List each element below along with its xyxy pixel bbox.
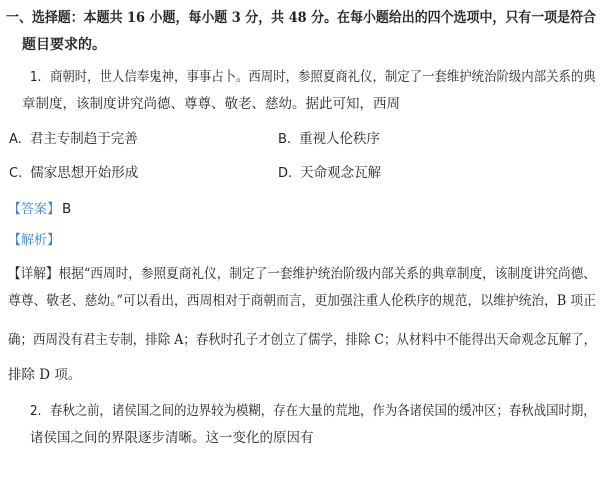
question-1-number: 1. bbox=[30, 70, 42, 85]
question-2-stem-line1 bbox=[30, 402, 596, 421]
option-d bbox=[278, 164, 381, 183]
answer-tag: 【答案】 bbox=[8, 202, 61, 217]
detail-line4: 排除 D 项。 bbox=[8, 367, 82, 383]
option-d-text: 天命观念瓦解 bbox=[300, 165, 382, 181]
option-a-text: 君主专制趋于完善 bbox=[29, 131, 138, 147]
detail-line1: 【详解】根据“西周时，参照夏商礼仪，制定了一套维护统治阶级内部关系的典章制度，该制度讲究尚德、 bbox=[8, 266, 596, 282]
detail-line2: 尊尊、敬老、慈幼。”可以看出，西周相对于商朝而言，更加强注重人伦秩序的规范，以维护统治，B 项正 bbox=[8, 293, 596, 309]
answer-row bbox=[8, 200, 71, 219]
option-b-letter: B. bbox=[278, 132, 292, 147]
question-2-stem-line2: 诸侯国之间的界限逐步清晰。这一变化的原因有 bbox=[30, 430, 314, 446]
option-a bbox=[9, 130, 138, 149]
question-2-stem-text1: 春秋之前，诸侯国之间的边界较为模糊，存在大量的荒地，作为各诸侯国的缓冲区；春秋战国时期， bbox=[49, 403, 596, 419]
option-a-letter: A. bbox=[9, 132, 22, 147]
question-1-stem-line2: 章制度，该制度讲究尚德、尊尊、敬老、慈幼。据此可知，西周 bbox=[22, 96, 400, 112]
detail-line3: 确；西周没有君主专制，排除 A；春秋时孔子才创立了儒学，排除 C；从材料中不能得出天命观念瓦解了， bbox=[8, 332, 597, 348]
question-2-number: 2. bbox=[30, 404, 42, 419]
question-1-stem-text1: 商朝时，世人信奉鬼神，事事占卜。西周时，参照夏商礼仪，制定了一套维护统治阶级内部关系的典 bbox=[49, 69, 596, 85]
section-heading-line1: 一、选择题：本题共 16 小题，每小题 3 分，共 48 分。在每小题给出的四个选项中，只有一项是符合 bbox=[6, 10, 596, 26]
option-c-letter: C. bbox=[9, 166, 23, 181]
analysis-tag: 【解析】 bbox=[8, 233, 61, 248]
option-d-letter: D. bbox=[278, 166, 293, 181]
option-c bbox=[9, 164, 138, 183]
option-b-text: 重视人伦秩序 bbox=[299, 131, 381, 147]
section-heading-line2: 题目要求的。 bbox=[22, 37, 106, 53]
question-1-stem-line1 bbox=[30, 68, 596, 87]
option-b bbox=[278, 130, 380, 149]
answer-value: B bbox=[62, 201, 72, 217]
option-c-text: 儒家思想开始形成 bbox=[30, 165, 139, 181]
